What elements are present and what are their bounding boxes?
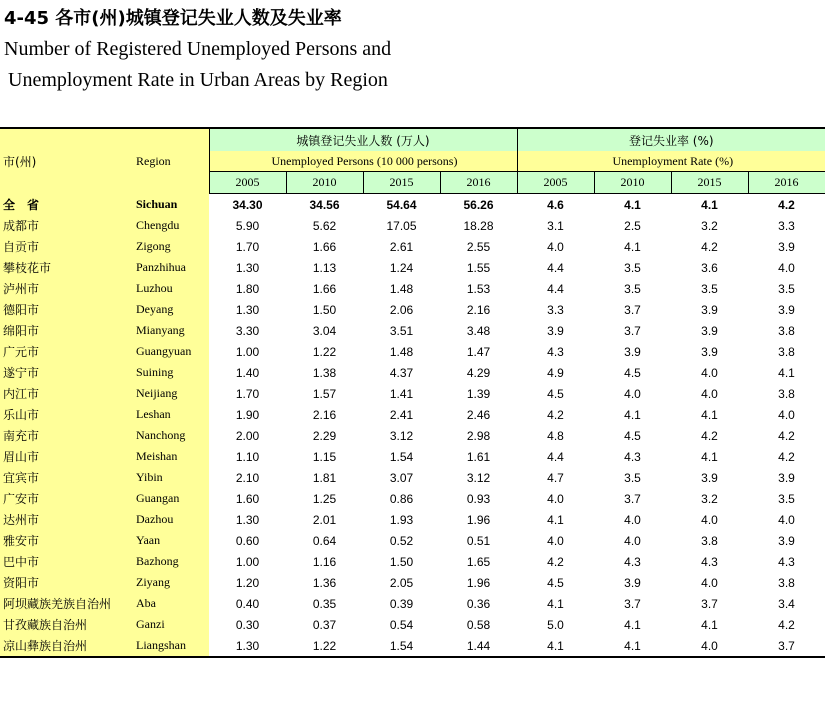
rate-value: 4.3 — [594, 446, 671, 467]
rate-value: 3.5 — [594, 467, 671, 488]
region-name-cn: 达州市 — [0, 509, 133, 530]
persons-value: 1.48 — [363, 278, 440, 299]
table-row — [0, 551, 825, 572]
rate-value: 3.9 — [671, 320, 748, 341]
persons-value: 0.35 — [286, 593, 363, 614]
persons-value: 1.70 — [209, 236, 286, 257]
table-row — [0, 362, 825, 383]
rate-value: 4.5 — [594, 362, 671, 383]
rate-value: 4.2 — [517, 404, 594, 425]
rate-value: 4.0 — [517, 236, 594, 257]
persons-value: 1.44 — [440, 635, 517, 657]
year-header-rate-2010: 2010 — [594, 172, 671, 194]
rate-value: 3.9 — [671, 299, 748, 320]
persons-value: 0.39 — [363, 593, 440, 614]
header-region-en: Region — [133, 128, 209, 194]
rate-value: 4.0 — [594, 509, 671, 530]
rate-value: 4.1 — [671, 614, 748, 635]
persons-value: 1.30 — [209, 509, 286, 530]
page-title-cn: 4-45 各市(州)城镇登记失业人数及失业率 — [4, 8, 342, 29]
persons-value: 2.10 — [209, 467, 286, 488]
persons-value: 0.64 — [286, 530, 363, 551]
region-name-cn: 全 省 — [0, 194, 133, 216]
region-name-cn: 阿坝藏族羌族自治州 — [0, 593, 133, 614]
rate-value: 3.9 — [517, 320, 594, 341]
table-row — [0, 404, 825, 425]
rate-value: 4.0 — [671, 383, 748, 404]
rate-value: 4.4 — [517, 278, 594, 299]
persons-value: 34.30 — [209, 194, 286, 216]
persons-value: 1.50 — [363, 551, 440, 572]
rate-value: 3.7 — [594, 299, 671, 320]
region-name-en: Ganzi — [133, 614, 209, 635]
rate-value: 3.5 — [594, 257, 671, 278]
persons-value: 1.61 — [440, 446, 517, 467]
table-row — [0, 488, 825, 509]
region-name-en: Zigong — [133, 236, 209, 257]
table-row — [0, 593, 825, 614]
rate-value: 3.2 — [671, 215, 748, 236]
rate-value: 3.7 — [671, 593, 748, 614]
persons-value: 3.48 — [440, 320, 517, 341]
rate-value: 4.0 — [671, 509, 748, 530]
rate-value: 4.3 — [594, 551, 671, 572]
persons-value: 1.36 — [286, 572, 363, 593]
rate-value: 4.0 — [594, 383, 671, 404]
persons-value: 2.01 — [286, 509, 363, 530]
persons-value: 1.57 — [286, 383, 363, 404]
region-name-en: Meishan — [133, 446, 209, 467]
page-title-en-line1: Number of Registered Unemployed Persons and — [4, 38, 392, 60]
region-name-cn: 广元市 — [0, 341, 133, 362]
rate-value: 3.1 — [517, 215, 594, 236]
rate-value: 3.5 — [748, 278, 825, 299]
rate-value: 3.9 — [748, 299, 825, 320]
persons-value: 54.64 — [363, 194, 440, 216]
rate-value: 3.9 — [671, 467, 748, 488]
rate-value: 4.0 — [748, 509, 825, 530]
persons-value: 0.36 — [440, 593, 517, 614]
unemployment-table — [0, 127, 825, 658]
persons-value: 2.55 — [440, 236, 517, 257]
persons-value: 1.00 — [209, 341, 286, 362]
region-name-en: Sichuan — [133, 194, 209, 216]
rate-value: 3.8 — [671, 530, 748, 551]
persons-value: 1.38 — [286, 362, 363, 383]
persons-value: 1.25 — [286, 488, 363, 509]
table-body — [0, 194, 825, 658]
persons-value: 3.07 — [363, 467, 440, 488]
region-name-cn: 南充市 — [0, 425, 133, 446]
persons-value: 2.16 — [286, 404, 363, 425]
persons-value: 1.81 — [286, 467, 363, 488]
rate-value: 4.2 — [517, 551, 594, 572]
region-name-en: Ziyang — [133, 572, 209, 593]
persons-value: 1.96 — [440, 509, 517, 530]
persons-value: 4.37 — [363, 362, 440, 383]
rate-value: 3.5 — [594, 278, 671, 299]
rate-value: 4.2 — [748, 194, 825, 216]
persons-value: 2.61 — [363, 236, 440, 257]
rate-value: 4.0 — [748, 257, 825, 278]
persons-value: 0.86 — [363, 488, 440, 509]
rate-value: 4.4 — [517, 446, 594, 467]
persons-value: 1.54 — [363, 446, 440, 467]
persons-value: 2.06 — [363, 299, 440, 320]
persons-value: 3.04 — [286, 320, 363, 341]
table-row — [0, 635, 825, 657]
rate-value: 4.2 — [748, 446, 825, 467]
persons-value: 2.41 — [363, 404, 440, 425]
persons-value: 2.29 — [286, 425, 363, 446]
region-name-cn: 甘孜藏族自治州 — [0, 614, 133, 635]
persons-value: 18.28 — [440, 215, 517, 236]
table-row — [0, 278, 825, 299]
header-rate-cn: 登记失业率 (%) — [517, 128, 825, 151]
table-row — [0, 257, 825, 278]
region-name-en: Mianyang — [133, 320, 209, 341]
rate-value: 4.5 — [517, 572, 594, 593]
region-name-cn: 眉山市 — [0, 446, 133, 467]
persons-value: 5.62 — [286, 215, 363, 236]
region-name-cn: 宜宾市 — [0, 467, 133, 488]
rate-value: 4.5 — [517, 383, 594, 404]
persons-value: 1.30 — [209, 257, 286, 278]
header-city-cn: 市(州) — [0, 128, 133, 194]
persons-value: 3.12 — [363, 425, 440, 446]
persons-value: 1.65 — [440, 551, 517, 572]
region-name-en: Dazhou — [133, 509, 209, 530]
rate-value: 3.6 — [671, 257, 748, 278]
persons-value: 1.70 — [209, 383, 286, 404]
region-name-cn: 凉山彝族自治州 — [0, 635, 133, 657]
rate-value: 5.0 — [517, 614, 594, 635]
region-name-cn: 资阳市 — [0, 572, 133, 593]
region-name-en: Yibin — [133, 467, 209, 488]
year-header-persons-2016: 2016 — [440, 172, 517, 194]
persons-value: 1.41 — [363, 383, 440, 404]
persons-value: 1.80 — [209, 278, 286, 299]
year-header-rate-2016: 2016 — [748, 172, 825, 194]
rate-value: 4.0 — [748, 404, 825, 425]
persons-value: 3.30 — [209, 320, 286, 341]
persons-value: 1.13 — [286, 257, 363, 278]
region-name-en: Aba — [133, 593, 209, 614]
persons-value: 1.10 — [209, 446, 286, 467]
rate-value: 4.1 — [748, 362, 825, 383]
header-persons-cn: 城镇登记失业人数 (万人) — [209, 128, 517, 151]
rate-value: 3.9 — [748, 530, 825, 551]
region-name-en: Bazhong — [133, 551, 209, 572]
table-row — [0, 299, 825, 320]
year-header-rate-2005: 2005 — [517, 172, 594, 194]
persons-value: 1.22 — [286, 341, 363, 362]
rate-value: 4.0 — [517, 488, 594, 509]
persons-value: 3.51 — [363, 320, 440, 341]
rate-value: 4.1 — [671, 194, 748, 216]
persons-value: 1.20 — [209, 572, 286, 593]
region-name-cn: 成都市 — [0, 215, 133, 236]
rate-value: 4.7 — [517, 467, 594, 488]
persons-value: 0.54 — [363, 614, 440, 635]
rate-value: 3.9 — [594, 572, 671, 593]
rate-value: 4.6 — [517, 194, 594, 216]
region-name-en: Guangyuan — [133, 341, 209, 362]
rate-value: 4.3 — [517, 341, 594, 362]
rate-value: 4.2 — [671, 425, 748, 446]
rate-value: 4.2 — [671, 236, 748, 257]
year-header-persons-2005: 2005 — [209, 172, 286, 194]
region-name-en: Neijiang — [133, 383, 209, 404]
persons-value: 2.05 — [363, 572, 440, 593]
region-name-en: Yaan — [133, 530, 209, 551]
region-name-en: Liangshan — [133, 635, 209, 657]
region-name-en: Chengdu — [133, 215, 209, 236]
persons-value: 0.30 — [209, 614, 286, 635]
rate-value: 4.1 — [517, 509, 594, 530]
rate-value: 3.8 — [748, 320, 825, 341]
persons-value: 4.29 — [440, 362, 517, 383]
persons-value: 3.12 — [440, 467, 517, 488]
persons-value: 1.54 — [363, 635, 440, 657]
persons-value: 2.46 — [440, 404, 517, 425]
persons-value: 1.16 — [286, 551, 363, 572]
rate-value: 4.1 — [517, 635, 594, 657]
rate-value: 3.8 — [748, 341, 825, 362]
region-name-cn: 德阳市 — [0, 299, 133, 320]
persons-value: 1.22 — [286, 635, 363, 657]
rate-value: 4.1 — [594, 236, 671, 257]
persons-value: 1.66 — [286, 236, 363, 257]
table-row — [0, 383, 825, 404]
persons-value: 0.40 — [209, 593, 286, 614]
region-name-cn: 乐山市 — [0, 404, 133, 425]
table-row — [0, 194, 825, 216]
rate-value: 3.9 — [594, 341, 671, 362]
rate-value: 3.9 — [748, 236, 825, 257]
rate-value: 4.1 — [594, 194, 671, 216]
rate-value: 4.0 — [517, 530, 594, 551]
region-name-cn: 自贡市 — [0, 236, 133, 257]
header-rate-en: Unemployment Rate (%) — [517, 151, 825, 172]
persons-value: 0.93 — [440, 488, 517, 509]
rate-value: 4.1 — [594, 614, 671, 635]
table-row — [0, 614, 825, 635]
persons-value: 0.58 — [440, 614, 517, 635]
table-row — [0, 215, 825, 236]
rate-value: 4.1 — [594, 404, 671, 425]
table-row — [0, 509, 825, 530]
region-name-cn: 遂宁市 — [0, 362, 133, 383]
persons-value: 1.93 — [363, 509, 440, 530]
year-header-rate-2015: 2015 — [671, 172, 748, 194]
region-name-cn: 泸州市 — [0, 278, 133, 299]
rate-value: 4.8 — [517, 425, 594, 446]
rate-value: 4.2 — [748, 425, 825, 446]
persons-value: 1.40 — [209, 362, 286, 383]
persons-value: 0.51 — [440, 530, 517, 551]
persons-value: 34.56 — [286, 194, 363, 216]
table-row — [0, 467, 825, 488]
rate-value: 4.0 — [594, 530, 671, 551]
rate-value: 3.2 — [671, 488, 748, 509]
rate-value: 4.1 — [671, 446, 748, 467]
region-name-en: Nanchong — [133, 425, 209, 446]
page-title-en-line2: Unemployment Rate in Urban Areas by Region — [8, 69, 388, 91]
region-name-cn: 内江市 — [0, 383, 133, 404]
rate-value: 4.9 — [517, 362, 594, 383]
table-row — [0, 320, 825, 341]
rate-value: 4.3 — [671, 551, 748, 572]
persons-value: 1.66 — [286, 278, 363, 299]
region-name-en: Deyang — [133, 299, 209, 320]
year-header-persons-2015: 2015 — [363, 172, 440, 194]
persons-value: 1.24 — [363, 257, 440, 278]
region-name-en: Guangan — [133, 488, 209, 509]
region-name-en: Suining — [133, 362, 209, 383]
rate-value: 3.7 — [748, 635, 825, 657]
rate-value: 3.8 — [748, 572, 825, 593]
persons-value: 1.15 — [286, 446, 363, 467]
region-name-cn: 广安市 — [0, 488, 133, 509]
table-row — [0, 572, 825, 593]
rate-value: 3.8 — [748, 383, 825, 404]
rate-value: 4.1 — [671, 404, 748, 425]
year-header-persons-2010: 2010 — [286, 172, 363, 194]
persons-value: 2.16 — [440, 299, 517, 320]
persons-value: 1.39 — [440, 383, 517, 404]
persons-value: 1.48 — [363, 341, 440, 362]
persons-value: 1.60 — [209, 488, 286, 509]
rate-value: 3.9 — [671, 341, 748, 362]
rate-value: 3.7 — [594, 320, 671, 341]
table-row — [0, 530, 825, 551]
header-persons-en: Unemployed Persons (10 000 persons) — [209, 151, 517, 172]
region-name-cn: 攀枝花市 — [0, 257, 133, 278]
persons-value: 1.50 — [286, 299, 363, 320]
persons-value: 1.00 — [209, 551, 286, 572]
persons-value: 0.37 — [286, 614, 363, 635]
persons-value: 1.53 — [440, 278, 517, 299]
persons-value: 17.05 — [363, 215, 440, 236]
table-row — [0, 446, 825, 467]
rate-value: 3.5 — [671, 278, 748, 299]
persons-value: 0.60 — [209, 530, 286, 551]
rate-value: 4.0 — [671, 362, 748, 383]
persons-value: 1.55 — [440, 257, 517, 278]
rate-value: 3.4 — [748, 593, 825, 614]
rate-value: 3.3 — [517, 299, 594, 320]
region-name-en: Leshan — [133, 404, 209, 425]
persons-value: 1.47 — [440, 341, 517, 362]
rate-value: 3.3 — [748, 215, 825, 236]
rate-value: 3.7 — [594, 593, 671, 614]
rate-value: 2.5 — [594, 215, 671, 236]
rate-value: 4.5 — [594, 425, 671, 446]
persons-value: 5.90 — [209, 215, 286, 236]
rate-value: 4.0 — [671, 635, 748, 657]
region-name-en: Luzhou — [133, 278, 209, 299]
persons-value: 1.96 — [440, 572, 517, 593]
persons-value: 2.00 — [209, 425, 286, 446]
rate-value: 4.1 — [517, 593, 594, 614]
rate-value: 3.5 — [748, 488, 825, 509]
persons-value: 0.52 — [363, 530, 440, 551]
persons-value: 1.30 — [209, 299, 286, 320]
rate-value: 4.4 — [517, 257, 594, 278]
persons-value: 56.26 — [440, 194, 517, 216]
table-row — [0, 425, 825, 446]
rate-value: 4.2 — [748, 614, 825, 635]
rate-value: 4.3 — [748, 551, 825, 572]
table-row — [0, 236, 825, 257]
region-name-cn: 巴中市 — [0, 551, 133, 572]
rate-value: 4.1 — [594, 635, 671, 657]
region-name-cn: 绵阳市 — [0, 320, 133, 341]
region-name-en: Panzhihua — [133, 257, 209, 278]
rate-value: 3.9 — [748, 467, 825, 488]
persons-value: 1.30 — [209, 635, 286, 657]
rate-value: 3.7 — [594, 488, 671, 509]
persons-value: 1.90 — [209, 404, 286, 425]
persons-value: 2.98 — [440, 425, 517, 446]
region-name-cn: 雅安市 — [0, 530, 133, 551]
table-row — [0, 341, 825, 362]
rate-value: 4.0 — [671, 572, 748, 593]
